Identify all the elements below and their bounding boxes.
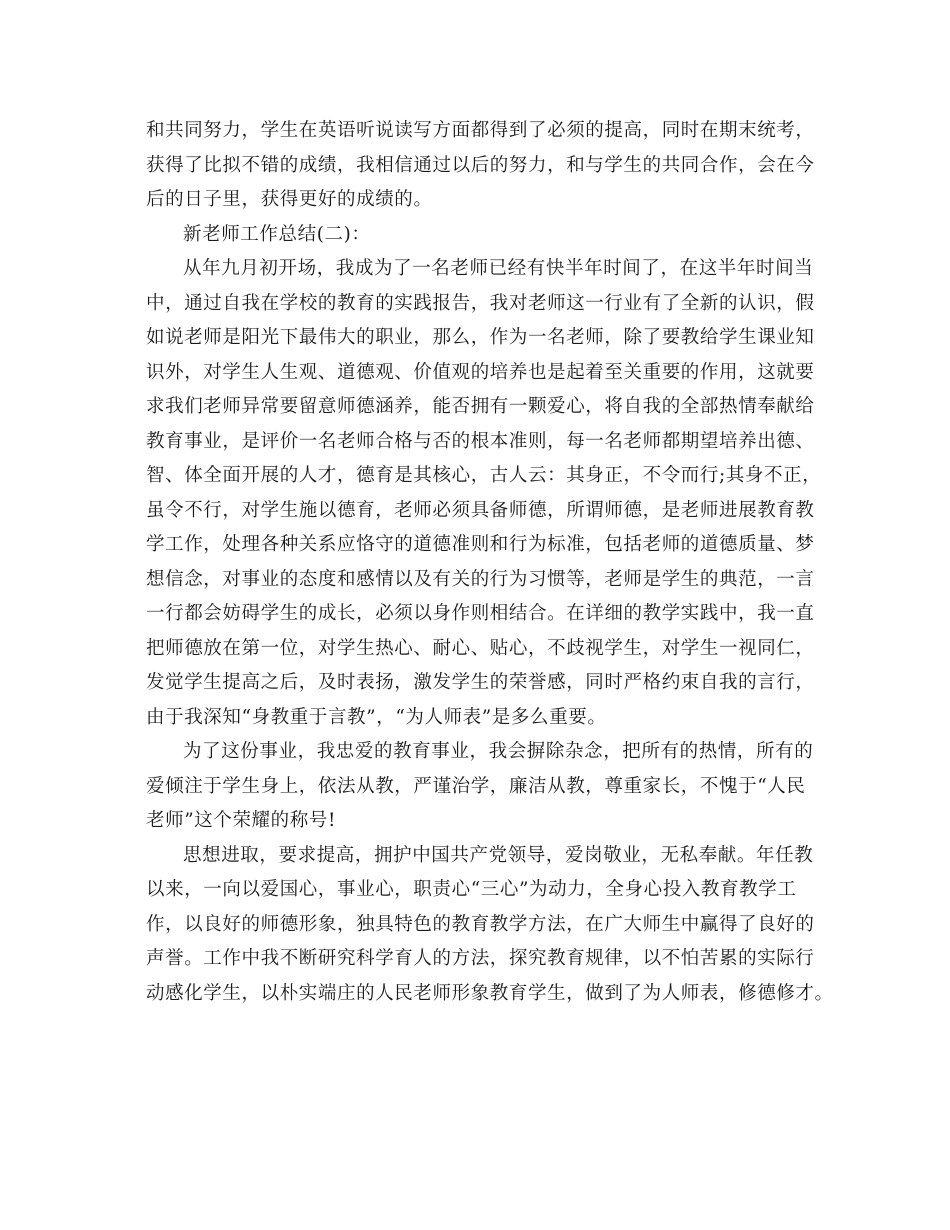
- text-line: 由于我深知“身教重于言教”，“为人师表”是多么重要。: [146, 706, 607, 728]
- text-line: 和共同努力，学生在英语听说读写方面都得到了必须的提高，同时在期末统考，: [146, 120, 815, 141]
- text-line: 把师德放在第一位，对学生热心、耐心、贴心，不歧视学生，对学生一视同仁，: [146, 637, 815, 659]
- text-line: 求我们老师异常要留意师德涵养，能否拥有一颗爱心，将自我的全部热情奉献给: [146, 396, 815, 417]
- document-body: [146, 114, 846, 1011]
- text-line: 如说老师是阳光下最伟大的职业，那么，作为一名老师，除了要教给学生课业知: [146, 327, 815, 348]
- text-line: 教育事业，是评价一名老师合格与否的根本准则，每一名老师都期望培养出德、: [146, 430, 815, 452]
- text-line: 老师”这个荣耀的称号!: [146, 810, 336, 831]
- text-line: 以来，一向以爱国心，事业心，职责心“三心”为动力，全身心投入教育教学工: [146, 879, 797, 900]
- text-line: 后的日子里，获得更好的成绩的。: [146, 189, 433, 210]
- text-line: 虽令不行，对学生施以德育，老师必须具备师德，所谓师德，是老师进展教育教: [146, 499, 815, 521]
- text-line: 一行都会妨碍学生的成长，必须以身作则相结合。在详细的教学实践中，我一直: [146, 603, 815, 624]
- text-line: 从年九月初开场，我成为了一名老师已经有快半年时间了，在这半年时间当: [183, 258, 814, 279]
- text-line: 为了这份事业，我忠爱的教育事业，我会摒除杂念，把所有的热情，所有的: [183, 741, 814, 762]
- text-line: 爱倾注于学生身上，依法从教，严谨治学，廉洁从教，尊重家长，不愧于“人民: [146, 775, 806, 797]
- text-line: 想信念，对事业的态度和感情以及有关的行为习惯等，老师是学生的典范，一言: [146, 568, 815, 590]
- text-line: 获得了比拟不错的成绩，我相信通过以后的努力，和与学生的共同合作，会在今: [146, 154, 815, 176]
- text-line: 思想进取，要求提高，拥护中国共产党领导，爱岗敬业，无私奉献。年任教: [183, 844, 814, 866]
- text-line: 动感化学生，以朴实端庄的人民老师形象教育学生，做到了为人师表，修德修才。: [146, 982, 834, 1004]
- text-line: 作，以良好的师德形象，独具特色的教育教学方法，在广大师生中赢得了良好的: [146, 913, 815, 935]
- text-line: 声誉。工作中我不断研究科学育人的方法，探究教育规律，以不怕苦累的实际行: [146, 948, 815, 969]
- text-line: 智、体全面开展的人才，德育是其核心，古人云：其身正，不令而行;其身不正，: [146, 465, 822, 486]
- text-line: 中，通过自我在学校的教育的实践报告，我对老师这一行业有了全新的认识，假: [146, 292, 815, 314]
- text-line: 新老师工作总结(二)：: [183, 223, 371, 245]
- text-line: 发觉学生提高之后，及时表扬，激发学生的荣誉感，同时严格约束自我的言行，: [146, 672, 815, 693]
- text-line: 学工作，处理各种关系应恪守的道德准则和行为标准，包括老师的道德质量、梦: [146, 534, 815, 555]
- text-line: 识外，对学生人生观、道德观、价值观的培养也是起着至关重要的作用，这就要: [146, 361, 815, 383]
